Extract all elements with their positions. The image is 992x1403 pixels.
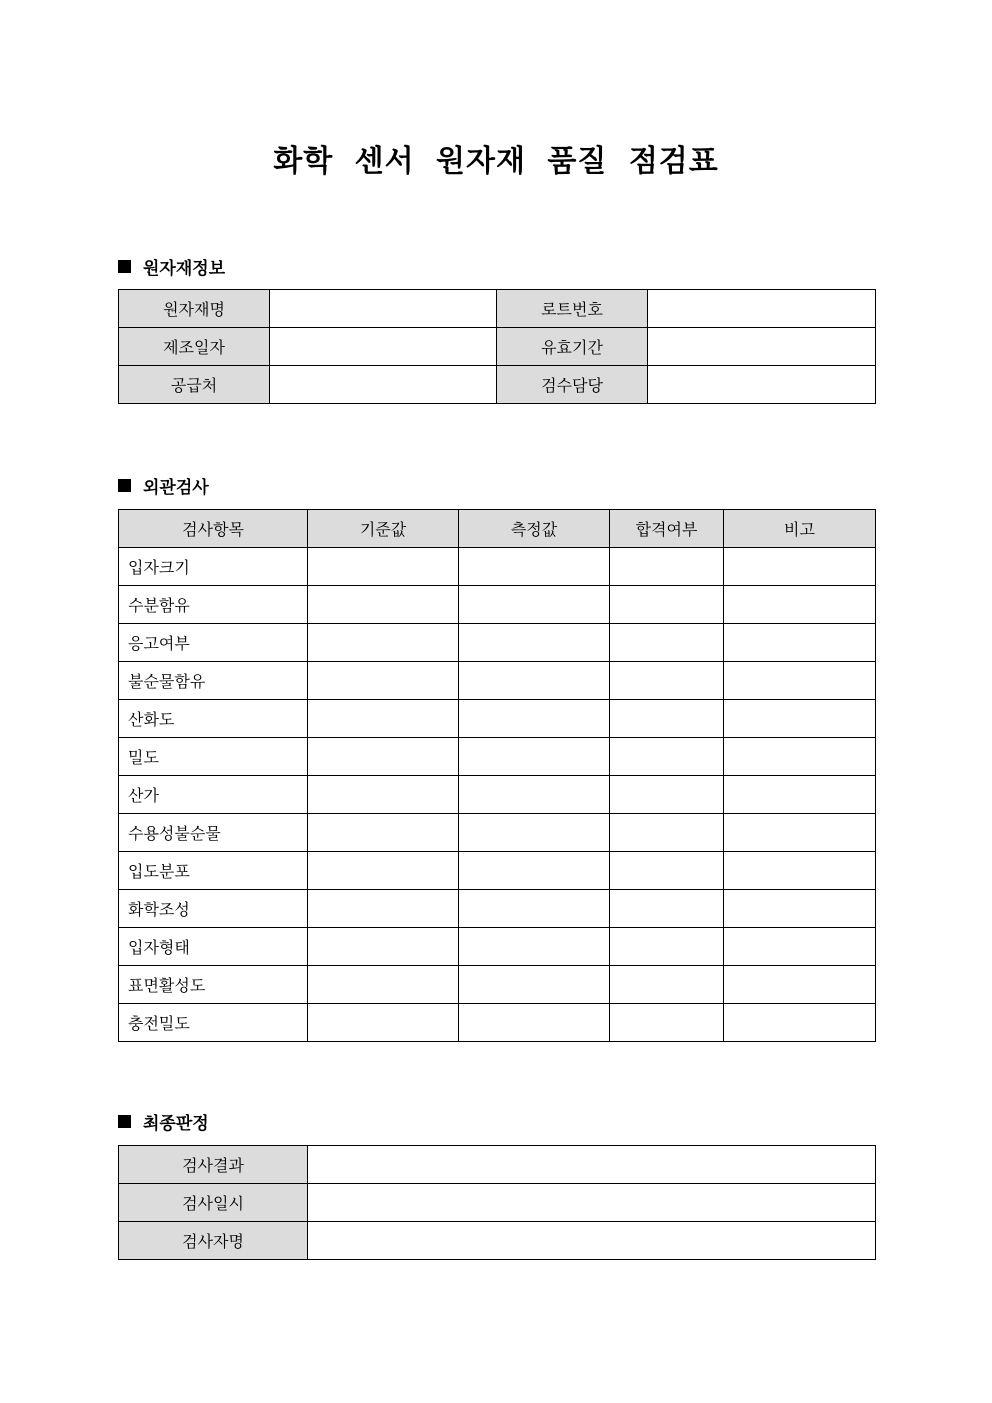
note-cell[interactable] bbox=[724, 662, 876, 700]
pass-cell[interactable] bbox=[610, 624, 724, 662]
table-row bbox=[119, 890, 876, 928]
final-judgment-table bbox=[118, 1145, 876, 1260]
note-cell[interactable] bbox=[724, 814, 876, 852]
standard-cell[interactable] bbox=[308, 776, 459, 814]
material-name-field[interactable] bbox=[270, 290, 497, 328]
measured-cell[interactable] bbox=[459, 890, 610, 928]
table-row bbox=[119, 586, 876, 624]
note-cell[interactable] bbox=[724, 548, 876, 586]
standard-cell[interactable] bbox=[308, 890, 459, 928]
pass-cell[interactable] bbox=[610, 738, 724, 776]
item-label: 화학조성 bbox=[119, 890, 308, 928]
square-bullet-icon bbox=[118, 1115, 131, 1128]
label-manufacture-date: 제조일자 bbox=[119, 328, 270, 366]
label-inspector-in-charge: 검수담당 bbox=[497, 366, 648, 404]
standard-cell[interactable] bbox=[308, 966, 459, 1004]
pass-cell[interactable] bbox=[610, 586, 724, 624]
measured-cell[interactable] bbox=[459, 738, 610, 776]
measured-cell[interactable] bbox=[459, 852, 610, 890]
measured-cell[interactable] bbox=[459, 624, 610, 662]
standard-cell[interactable] bbox=[308, 548, 459, 586]
column-header-item: 검사항목 bbox=[119, 510, 308, 548]
document-title: 화학 센서 원자재 품질 점검표 bbox=[273, 144, 719, 179]
pass-cell[interactable] bbox=[610, 548, 724, 586]
inspector-name-field[interactable] bbox=[308, 1222, 876, 1260]
note-cell[interactable] bbox=[724, 776, 876, 814]
table-header-row bbox=[119, 510, 876, 548]
measured-cell[interactable] bbox=[459, 700, 610, 738]
label-inspector-name: 검사자명 bbox=[119, 1222, 308, 1260]
label-inspection-datetime: 검사일시 bbox=[119, 1184, 308, 1222]
pass-cell[interactable] bbox=[610, 662, 724, 700]
pass-cell[interactable] bbox=[610, 966, 724, 1004]
pass-cell[interactable] bbox=[610, 1004, 724, 1042]
item-label: 입자형태 bbox=[119, 928, 308, 966]
table-row bbox=[119, 1184, 876, 1222]
table-row bbox=[119, 928, 876, 966]
item-label: 수용성불순물 bbox=[119, 814, 308, 852]
square-bullet-icon bbox=[118, 479, 131, 492]
standard-cell[interactable] bbox=[308, 662, 459, 700]
expiry-period-field[interactable] bbox=[648, 328, 876, 366]
label-inspection-result: 검사결과 bbox=[119, 1146, 308, 1184]
section-heading-final-judgment bbox=[118, 1109, 209, 1134]
note-cell[interactable] bbox=[724, 852, 876, 890]
pass-cell[interactable] bbox=[610, 700, 724, 738]
note-cell[interactable] bbox=[724, 586, 876, 624]
inspection-result-field[interactable] bbox=[308, 1146, 876, 1184]
manufacture-date-field[interactable] bbox=[270, 328, 497, 366]
section-title: 최종판정 bbox=[143, 1114, 209, 1134]
appearance-inspection-table bbox=[118, 509, 876, 1042]
item-label: 충전밀도 bbox=[119, 1004, 308, 1042]
measured-cell[interactable] bbox=[459, 586, 610, 624]
measured-cell[interactable] bbox=[459, 548, 610, 586]
column-header-standard: 기준값 bbox=[308, 510, 459, 548]
inspector-in-charge-field[interactable] bbox=[648, 366, 876, 404]
table-row bbox=[119, 662, 876, 700]
standard-cell[interactable] bbox=[308, 1004, 459, 1042]
item-label: 밀도 bbox=[119, 738, 308, 776]
table-row bbox=[119, 966, 876, 1004]
pass-cell[interactable] bbox=[610, 852, 724, 890]
table-row bbox=[119, 852, 876, 890]
measured-cell[interactable] bbox=[459, 814, 610, 852]
pass-cell[interactable] bbox=[610, 890, 724, 928]
section-title: 외관검사 bbox=[143, 478, 209, 498]
standard-cell[interactable] bbox=[308, 624, 459, 662]
standard-cell[interactable] bbox=[308, 852, 459, 890]
pass-cell[interactable] bbox=[610, 776, 724, 814]
inspection-datetime-field[interactable] bbox=[308, 1184, 876, 1222]
item-label: 응고여부 bbox=[119, 624, 308, 662]
note-cell[interactable] bbox=[724, 966, 876, 1004]
note-cell[interactable] bbox=[724, 1004, 876, 1042]
item-label: 입도분포 bbox=[119, 852, 308, 890]
section-title: 원자재정보 bbox=[143, 259, 226, 279]
standard-cell[interactable] bbox=[308, 928, 459, 966]
pass-cell[interactable] bbox=[610, 814, 724, 852]
measured-cell[interactable] bbox=[459, 966, 610, 1004]
table-row bbox=[119, 1222, 876, 1260]
standard-cell[interactable] bbox=[308, 814, 459, 852]
label-lot-number: 로트번호 bbox=[497, 290, 648, 328]
label-expiry-period: 유효기간 bbox=[497, 328, 648, 366]
item-label: 수분함유 bbox=[119, 586, 308, 624]
table-row bbox=[119, 366, 876, 404]
item-label: 표면활성도 bbox=[119, 966, 308, 1004]
item-label: 불순물함유 bbox=[119, 662, 308, 700]
square-bullet-icon bbox=[118, 260, 131, 273]
column-header-note: 비고 bbox=[724, 510, 876, 548]
standard-cell[interactable] bbox=[308, 586, 459, 624]
note-cell[interactable] bbox=[724, 700, 876, 738]
measured-cell[interactable] bbox=[459, 928, 610, 966]
table-row bbox=[119, 548, 876, 586]
note-cell[interactable] bbox=[724, 738, 876, 776]
item-label: 산화도 bbox=[119, 700, 308, 738]
pass-cell[interactable] bbox=[610, 928, 724, 966]
supplier-field[interactable] bbox=[270, 366, 497, 404]
material-info-table bbox=[118, 289, 876, 404]
note-cell[interactable] bbox=[724, 624, 876, 662]
standard-cell[interactable] bbox=[308, 738, 459, 776]
item-label: 입자크기 bbox=[119, 548, 308, 586]
table-row bbox=[119, 1004, 876, 1042]
table-row bbox=[119, 1146, 876, 1184]
column-header-measured: 측정값 bbox=[459, 510, 610, 548]
note-cell[interactable] bbox=[724, 928, 876, 966]
label-supplier: 공급처 bbox=[119, 366, 270, 404]
measured-cell[interactable] bbox=[459, 776, 610, 814]
column-header-pass: 합격여부 bbox=[610, 510, 724, 548]
table-row bbox=[119, 814, 876, 852]
label-material-name: 원자재명 bbox=[119, 290, 270, 328]
section-heading-material-info bbox=[118, 254, 225, 279]
measured-cell[interactable] bbox=[459, 662, 610, 700]
standard-cell[interactable] bbox=[308, 700, 459, 738]
table-row bbox=[119, 328, 876, 366]
item-label: 산가 bbox=[119, 776, 308, 814]
table-row bbox=[119, 624, 876, 662]
table-row bbox=[119, 700, 876, 738]
lot-number-field[interactable] bbox=[648, 290, 876, 328]
section-heading-appearance bbox=[118, 473, 209, 498]
note-cell[interactable] bbox=[724, 890, 876, 928]
table-row bbox=[119, 290, 876, 328]
measured-cell[interactable] bbox=[459, 1004, 610, 1042]
table-row bbox=[119, 776, 876, 814]
table-row bbox=[119, 738, 876, 776]
